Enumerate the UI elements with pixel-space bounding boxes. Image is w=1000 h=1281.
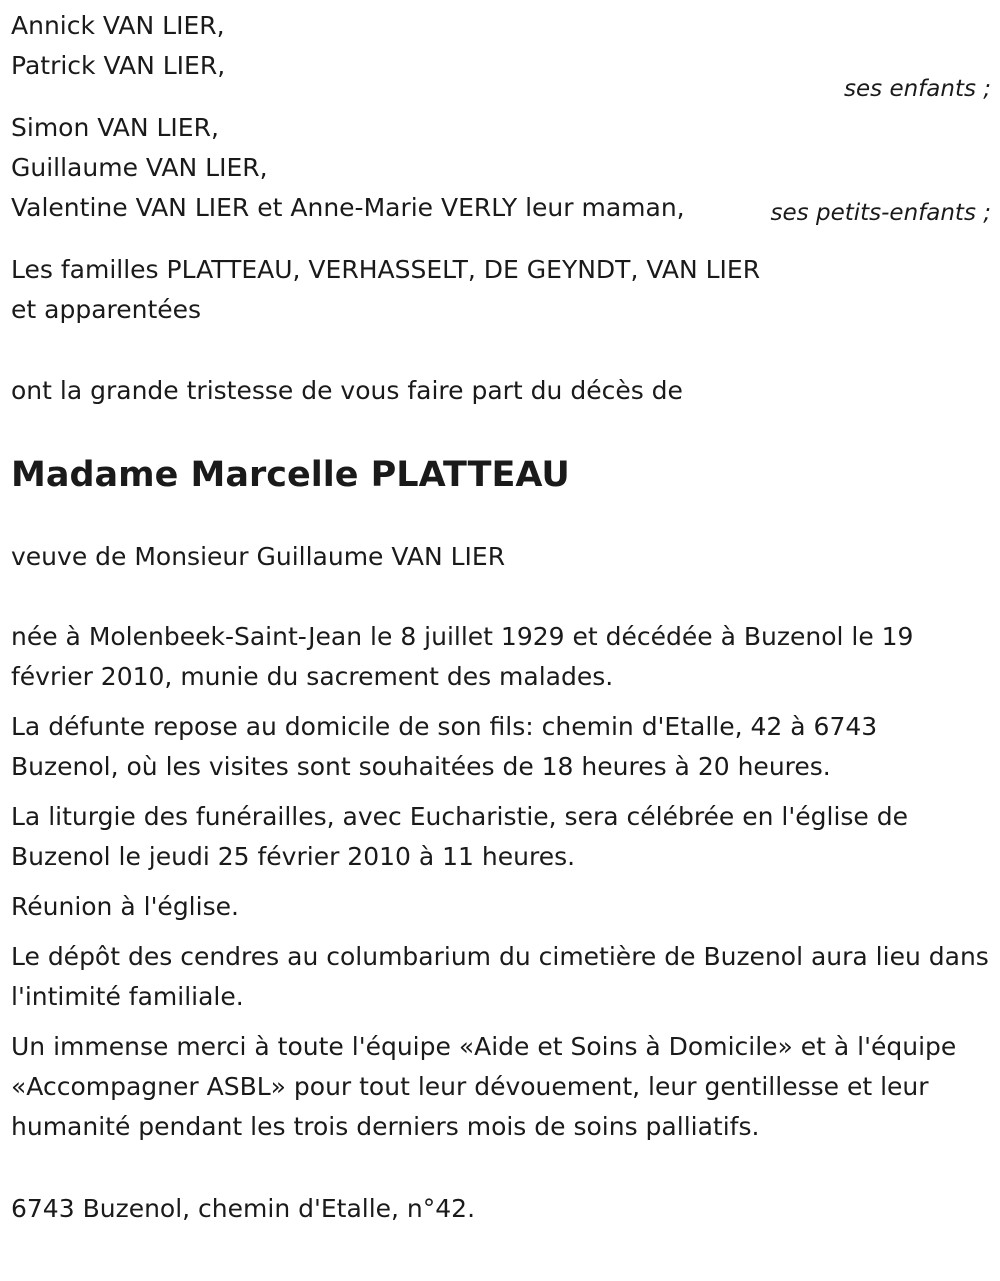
grandchild-name-2: Guillaume VAN LIER, bbox=[11, 153, 268, 182]
repose-paragraph: La défunte repose au domicile de son fils: chemin d'Etalle, 42 à 6743 Buzenol, où les visites sont souhaitées de 18 heures à 20 heures. bbox=[11, 712, 878, 781]
thanks-paragraph: Un immense merci à toute l'équipe «Aide et Soins à Domicile» et à l'équipe «Accompagner ASBL» pour tout leur dévouement, leur gentillesse et leur humanité pendant les trois derniers mois de soins palliatifs. bbox=[11, 1032, 957, 1141]
grandchildren-block bbox=[11, 108, 991, 231]
address-text: 6743 Buzenol, chemin d'Etalle, n°42. bbox=[11, 1194, 476, 1223]
announcement-text: ont la grande tristesse de vous faire part du décès de bbox=[11, 376, 683, 405]
birth-death-paragraph: née à Molenbeek-Saint-Jean le 8 juillet 1929 et décédée à Buzenol le 19 février 2010, munie du sacrement des malades. bbox=[11, 622, 914, 691]
children-role: ses enfants ; bbox=[844, 76, 991, 102]
grandchild-name-1: Simon VAN LIER, bbox=[11, 113, 219, 142]
obituary-notice bbox=[11, 6, 991, 1229]
families-line-2: et apparentées bbox=[11, 295, 202, 324]
grandchildren-role: ses petits-enfants ; bbox=[770, 200, 991, 226]
child-name-1: Annick VAN LIER, bbox=[11, 11, 225, 40]
deceased-name: Madame Marcelle PLATTEAU bbox=[11, 455, 570, 495]
widow-of-text: veuve de Monsieur Guillaume VAN LIER bbox=[11, 542, 506, 571]
liturgy-paragraph: La liturgie des funérailles, avec Eucharistie, sera célébrée en l'église de Buzenol le jeudi 25 février 2010 à 11 heures. bbox=[11, 802, 908, 871]
child-name-2: Patrick VAN LIER, bbox=[11, 51, 226, 80]
meeting-paragraph: Réunion à l'église. bbox=[11, 892, 239, 921]
families-block bbox=[11, 250, 991, 330]
grandchild-name-3: Valentine VAN LIER et Anne-Marie VERLY leur maman, bbox=[11, 193, 685, 222]
families-line-1: Les familles PLATTEAU, VERHASSELT, DE GEYNDT, VAN LIER bbox=[11, 255, 761, 284]
children-block bbox=[11, 6, 991, 102]
ashes-paragraph: Le dépôt des cendres au columbarium du cimetière de Buzenol aura lieu dans l'intimité familiale. bbox=[11, 942, 989, 1011]
